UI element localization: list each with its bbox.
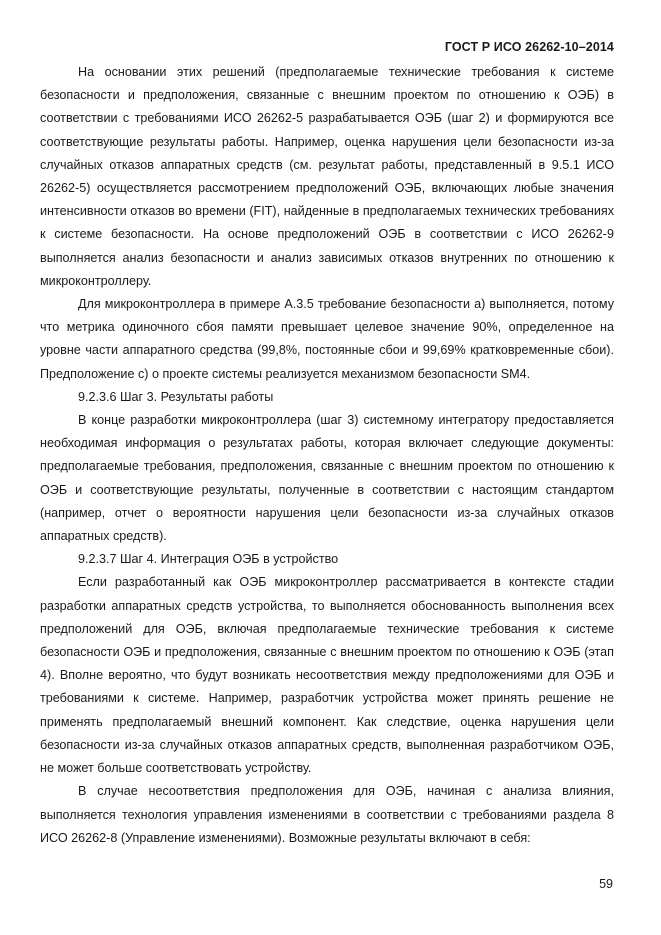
section-heading-step-3: 9.2.3.6 Шаг 3. Результаты работы — [78, 389, 274, 404]
paragraph-step-3-results: В конце разработки микроконтроллера (шаг 3) системному интегратору предоставляется необходимая информация о результатах работы, которая включает следующие документы: предполагаемые требования, предположения, связанные с внешним проектом по отношению к ОЭБ и соответствующие результаты, полученные в соответствии с настоящим стандартом (например, отчет о вероятности нарушения цели безопасности из-за случайных отказов аппаратных средств). — [40, 413, 614, 544]
paragraph-step-4-integration: Если разработанный как ОЭБ микроконтроллер рассматривается в контексте стадии разработки аппаратных средств устройства, то выполняется обоснованность выполнения всех предположений для ОЭБ, включая предполагаемые технические требования к системе безопасности ОЭБ и предположения, связанные с внешним проектом по отношению к ОЭБ (этап 4). Вполне вероятно, что будут возникать несоответствия между предположениями для ОЭБ и требованиями к системе. Например, разработчик устройства может принять решение не применять предполагаемый внешний компонент. Как следствие, оценка нарушения цели безопасности из-за случайных отказов аппаратных средств, выполненная разработчиком ОЭБ, не может больше соответствовать устройству. — [40, 575, 614, 776]
paragraph-microcontroller-example: Для микроконтроллера в примере А.3.5 требование безопасности а) выполняется, потому что метрика одиночного сбоя памяти превышает целевое значение 90%, определенное на уровне части аппаратного средства (99,8%, постоянные сбои и 99,69% кратковременные сбои). Предположение с) о проекте системы реализуется механизмом безопасности SM4. — [40, 297, 614, 381]
paragraph-change-management: В случае несоответствия предположения для ОЭБ, начиная с анализа влияния, выполняется технология управления изменениями в соответствии с требованиями раздела 8 ИСО 26262-8 (Управление изменениями). Возможные результаты включают в себя: — [40, 784, 614, 845]
paragraph-decisions: На основании этих решений (предполагаемые технические требования к системе безопасности и предположения, связанные с внешним проектом по отношению к ОЭБ) в соответствии с требованиями ИСО 26262-5 разрабатывается ОЭБ (шаг 2) и формируются все соответствующие результаты работы. Например, оценка нарушения цели безопасности из-за случайных отказов аппаратных средств (см. результат работы, представленный в 9.5.1 ИСО 26262-5) осуществляется рассмотрением предположений ОЭБ, включающих любые значения интенсивности отказов во времени (FIT), найденные в предполагаемых технических требованиях к системе безопасности. На основе предположений ОЭБ в соответствии с ИСО 26262-9 выполняется анализ безопасности и анализ зависимых отказов внутренних по отношению к микроконтроллеру. — [40, 65, 614, 288]
page-number: 59 — [599, 877, 613, 891]
document-header: ГОСТ Р ИСО 26262-10–2014 — [444, 40, 614, 54]
document-body — [40, 61, 614, 850]
section-heading-step-4: 9.2.3.7 Шаг 4. Интеграция ОЭБ в устройство — [78, 552, 339, 567]
